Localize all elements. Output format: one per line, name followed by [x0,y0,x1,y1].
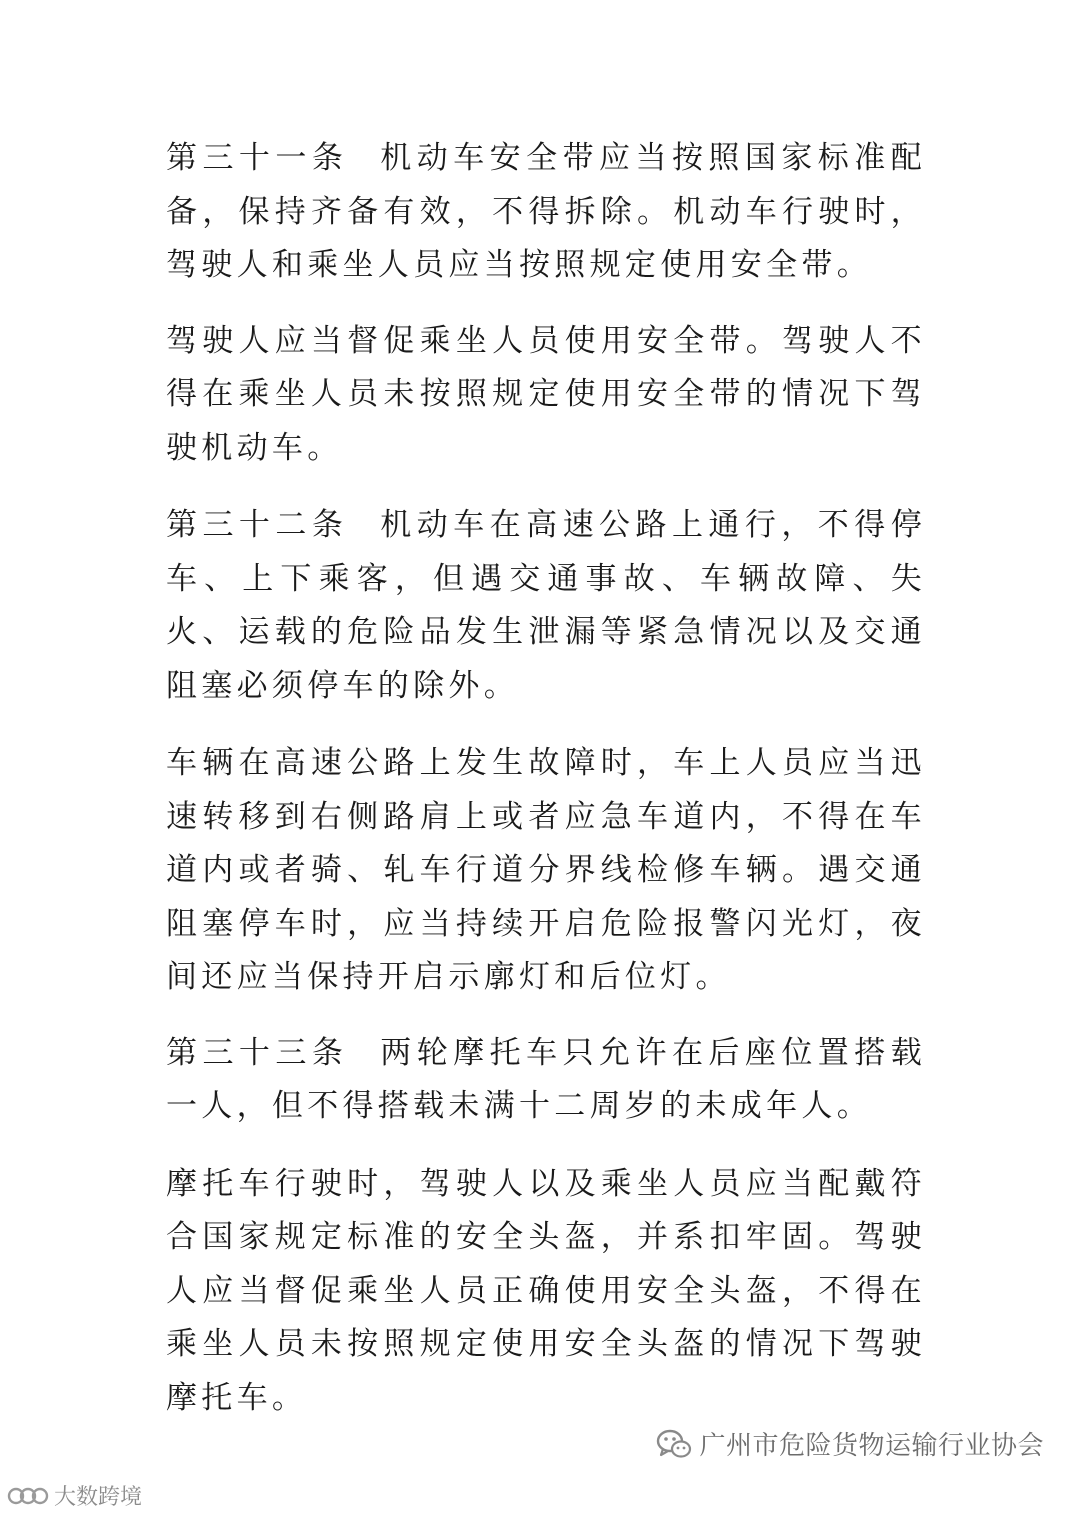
paragraph-article-32 [166,499,926,713]
paragraph-article-31 [166,132,926,293]
article-number: 第三十一条 [166,140,349,176]
paragraph-text: 两轮摩托车只允许在后座位置搭载一人，但不得搭载未满十二周岁的未成年人。 [166,1034,927,1124]
wechat-account-name: 广州市危险货物运输行业协会 [699,1431,1044,1461]
site-logo-text: 大数跨境 [54,1485,143,1510]
paragraph-text: 机动车在高速公路上通行，不得停车、上下乘客，但遇交通事故、车辆故障、失火、运载的危险品发生泄漏等紧急情况以及交通阻塞必须停车的除外。 [166,507,927,704]
paragraph-text: 驾驶人应当督促乘坐人员使用安全带。驾驶人不得在乘坐人员未按照规定使用安全带的情况下驾驶机动车。 [166,322,926,466]
paragraph-article-33-cont [166,1158,926,1426]
paragraph-article-33 [166,1027,926,1134]
article-number: 第三十二条 [166,507,349,543]
paragraph-text: 机动车安全带应当按照国家标准配备，保持齐备有效，不得拆除。机动车行驶时，驾驶人和乘坐人员应当按照规定使用安全带。 [166,140,927,283]
paragraph-article-32-cont [166,737,926,1005]
paragraph-article-31-cont [166,315,926,476]
wechat-account-watermark [655,1425,1044,1462]
paragraph-text: 车辆在高速公路上发生故障时，车上人员应当迅速转移到右侧路肩上或者应急车道内，不得在车道内或者骑、轧车行道分界线检修车辆。遇交通阻塞停车时，应当持续开启危险报警闪光灯，夜间还应当保持开启示廓灯和后位灯。 [166,745,926,995]
site-logo-icon [6,1483,50,1509]
paragraph-text: 摩托车行驶时，驾驶人以及乘坐人员应当配戴符合国家规定标准的安全头盔，并系扣牢固。驾驶人应当督促乘坐人员正确使用安全头盔，不得在乘坐人员未按照规定使用安全头盔的情况下驾驶摩托车。 [166,1165,926,1416]
document-body [166,132,926,1449]
article-number: 第三十三条 [166,1034,349,1071]
site-logo-watermark [6,1480,142,1511]
wechat-icon [655,1427,693,1461]
